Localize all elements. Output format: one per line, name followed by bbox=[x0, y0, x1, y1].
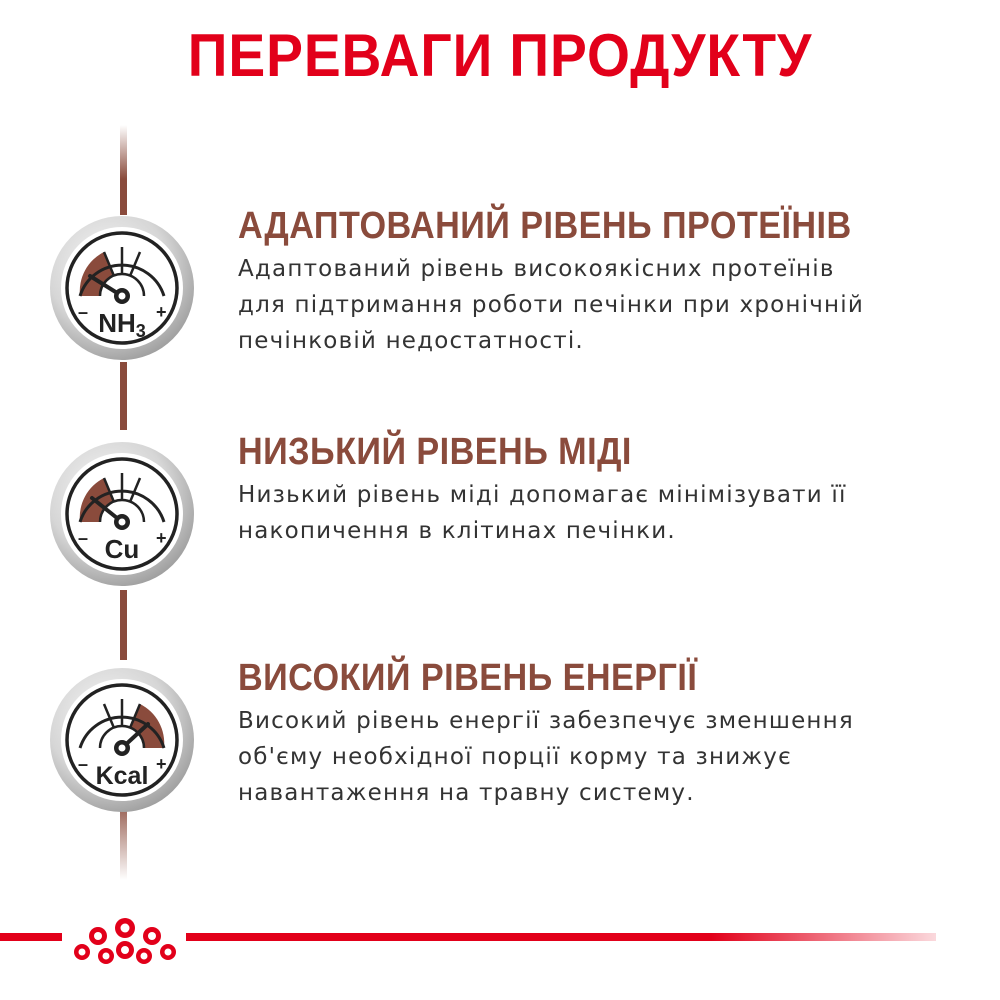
plus-label: + bbox=[156, 302, 167, 322]
description-line: об'єму необхідної порції корму та знижує bbox=[238, 744, 792, 770]
benefit-title: ВИСОКИЙ РІВЕНЬ ЕНЕРГІЇ bbox=[238, 657, 698, 699]
icon-label: Kcal bbox=[95, 762, 149, 790]
footer-bar bbox=[186, 933, 936, 941]
minus-label: – bbox=[78, 302, 89, 322]
benefit-title: НИЗЬКИЙ РІВЕНЬ МІДІ bbox=[238, 431, 632, 473]
energy-gauge-icon bbox=[48, 666, 196, 814]
benefit-copper bbox=[238, 429, 958, 549]
copper-gauge-icon bbox=[48, 440, 196, 588]
minus-label: – bbox=[78, 754, 89, 774]
protein-gauge-icon bbox=[48, 214, 196, 362]
minus-label: – bbox=[78, 528, 89, 548]
description-line: накопичення в клітинах печінки. bbox=[238, 518, 676, 544]
timeline-line bbox=[120, 125, 127, 215]
benefit-description bbox=[238, 477, 958, 549]
description-line: печінковій недостатності. bbox=[238, 328, 584, 354]
plus-label: + bbox=[156, 528, 167, 548]
timeline-line bbox=[120, 590, 127, 660]
icon-label: NH bbox=[98, 308, 136, 338]
description-line: Адаптований рівень високоякісних протеїнів bbox=[238, 256, 835, 282]
footer-bar bbox=[0, 933, 62, 941]
description-line: для підтримання роботи печінки при хронічній bbox=[238, 292, 865, 318]
icon-label-subscript: 3 bbox=[135, 321, 146, 341]
description-line: Низький рівень міді допомагає мінімізувати її bbox=[238, 482, 847, 508]
benefit-description bbox=[238, 251, 958, 359]
crown-logo bbox=[68, 912, 182, 970]
timeline-line bbox=[120, 362, 127, 430]
benefit-energy bbox=[238, 655, 958, 811]
benefit-title: АДАПТОВАНИЙ РІВЕНЬ ПРОТЕЇНІВ bbox=[238, 205, 852, 247]
benefit-description bbox=[238, 703, 958, 811]
benefit-protein bbox=[238, 203, 958, 359]
icon-label: Cu bbox=[104, 534, 140, 564]
description-line: навантаження на травну систему. bbox=[238, 780, 695, 806]
description-line: Високий рівень енергії забезпечує зменшення bbox=[238, 708, 854, 734]
plus-label: + bbox=[156, 754, 167, 774]
page-title: ПЕРЕВАГИ ПРОДУКТУ bbox=[187, 22, 813, 89]
